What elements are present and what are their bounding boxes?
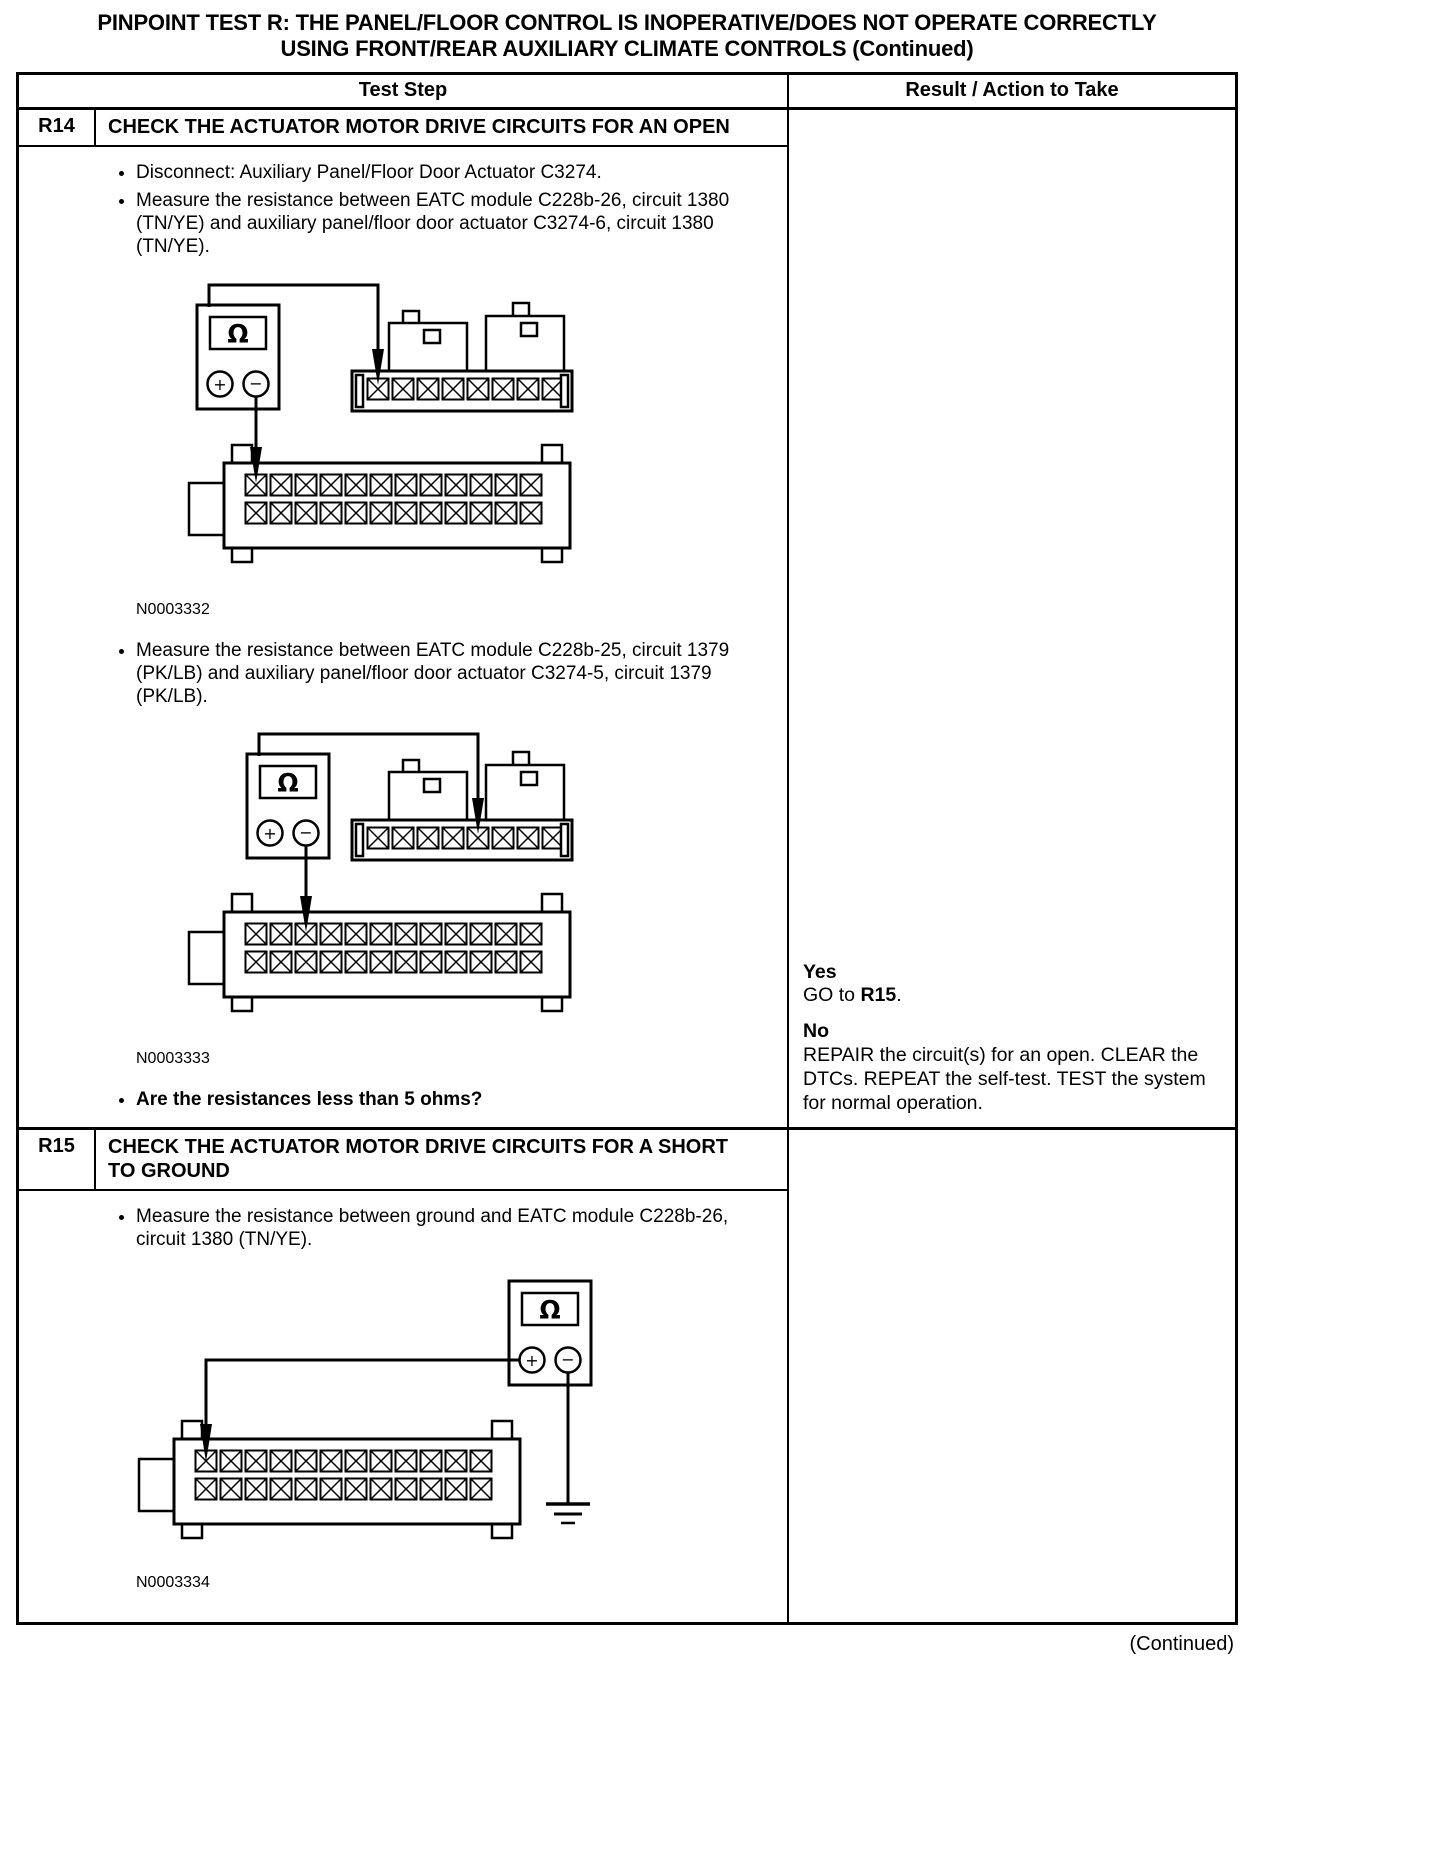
r14-question: • Are the resistances less than 5 ohms? bbox=[136, 1088, 761, 1111]
column-header-test-step: Test Step bbox=[19, 75, 789, 107]
minus-sign: − bbox=[561, 1349, 575, 1369]
continued-note: (Continued) bbox=[1129, 1632, 1234, 1655]
ground-icon bbox=[546, 1504, 590, 1523]
r14-result-cell bbox=[789, 110, 1235, 1127]
r15-result-cell bbox=[789, 1130, 1235, 1621]
yes-action bbox=[803, 984, 1223, 1008]
figure-ohmmeter-circuit-1380 bbox=[109, 273, 749, 593]
plus-sign: + bbox=[213, 374, 227, 394]
table-row-r15 bbox=[19, 1127, 1235, 1621]
figure-ohmmeter-ground-check bbox=[109, 1266, 749, 1566]
yes-action-suffix: . bbox=[896, 984, 902, 1007]
r14-bullet-measure-1380: • Measure the resistance between EATC module C228b-26, circuit 1380 (TN/YE) and auxiliary panel/floor door actuator C3274-6, circuit 1380 (TN/YE). bbox=[136, 189, 761, 259]
r15-bullet-list bbox=[19, 1205, 781, 1251]
yes-action-ref: R15 bbox=[860, 984, 897, 1007]
yes-action-text: GO to bbox=[803, 984, 861, 1007]
plus-sign: + bbox=[525, 1350, 539, 1370]
meter-lead-wire bbox=[206, 1360, 520, 1424]
r14-step-title: CHECK THE ACTUATOR MOTOR DRIVE CIRCUITS FOR AN OPEN bbox=[108, 115, 730, 138]
plus-sign: + bbox=[263, 824, 277, 844]
r14-question-list bbox=[19, 1088, 781, 1111]
column-header-result: Result / Action to Take bbox=[905, 78, 1119, 101]
r14-step-id: R14 bbox=[19, 110, 96, 145]
table-row-r14 bbox=[19, 107, 1235, 1127]
actuator-connector-icon bbox=[189, 894, 570, 1011]
r14-step-header bbox=[19, 110, 787, 147]
actuator-connector-icon bbox=[189, 445, 570, 562]
figure-label: N0003333 bbox=[136, 1050, 210, 1068]
harness-connector-icon bbox=[352, 303, 572, 411]
actuator-connector-icon bbox=[139, 1421, 520, 1538]
r14-bullet-disconnect: • Disconnect: Auxiliary Panel/Floor Door Actuator C3274. bbox=[136, 161, 761, 184]
harness-connector-icon bbox=[352, 752, 572, 860]
r14-test-step-cell bbox=[19, 110, 789, 1127]
figure-ohmmeter-circuit-1379 bbox=[109, 722, 749, 1042]
page-title bbox=[16, 10, 1238, 62]
spacer bbox=[803, 1008, 1223, 1020]
ohmmeter bbox=[509, 1281, 591, 1385]
r15-test-step-cell bbox=[19, 1130, 789, 1621]
r15-step-id: R15 bbox=[19, 1130, 96, 1189]
ohm-symbol: Ω bbox=[277, 768, 299, 798]
pinpoint-test-table bbox=[16, 72, 1238, 1625]
figure-label: N0003334 bbox=[136, 1573, 210, 1591]
r14-bullet-list-2 bbox=[19, 639, 781, 709]
ohm-symbol: Ω bbox=[227, 318, 249, 348]
ohm-symbol: Ω bbox=[539, 1294, 561, 1324]
r15-bullet-measure-ground: • Measure the resistance between ground and EATC module C228b-26, circuit 1380 (TN/YE). bbox=[136, 1205, 761, 1251]
ohmmeter bbox=[247, 754, 329, 858]
minus-sign: − bbox=[249, 373, 263, 393]
r14-step-body bbox=[19, 147, 787, 1127]
r14-bullet-list-1 bbox=[19, 161, 781, 259]
r15-step-body bbox=[19, 1191, 787, 1621]
r15-step-title: CHECK THE ACTUATOR MOTOR DRIVE CIRCUITS FOR A SHORT TO GROUND bbox=[108, 1136, 728, 1183]
page-title-line1: PINPOINT TEST R: THE PANEL/FLOOR CONTROL IS INOPERATIVE/DOES NOT OPERATE CORRECTLY bbox=[97, 10, 1157, 35]
yes-label: Yes bbox=[803, 960, 837, 983]
table-header-row bbox=[19, 75, 1235, 107]
r14-bullet-measure-1379: • Measure the resistance between EATC module C228b-25, circuit 1379 (PK/LB) and auxiliary panel/floor door actuator C3274-5, circuit 1379 (PK/LB). bbox=[136, 639, 761, 709]
no-label: No bbox=[803, 1020, 829, 1043]
page-title-line2: USING FRONT/REAR AUXILIARY CLIMATE CONTROLS (Continued) bbox=[280, 35, 974, 61]
no-action: REPAIR the circuit(s) for an open. CLEAR the DTCs. REPEAT the self-test. TEST the system for normal operation. bbox=[803, 1043, 1206, 1114]
ohmmeter bbox=[197, 305, 279, 409]
document-page bbox=[16, 10, 1238, 1656]
minus-sign: − bbox=[299, 823, 313, 843]
figure-label: N0003332 bbox=[136, 600, 210, 618]
r15-step-header bbox=[19, 1130, 787, 1191]
